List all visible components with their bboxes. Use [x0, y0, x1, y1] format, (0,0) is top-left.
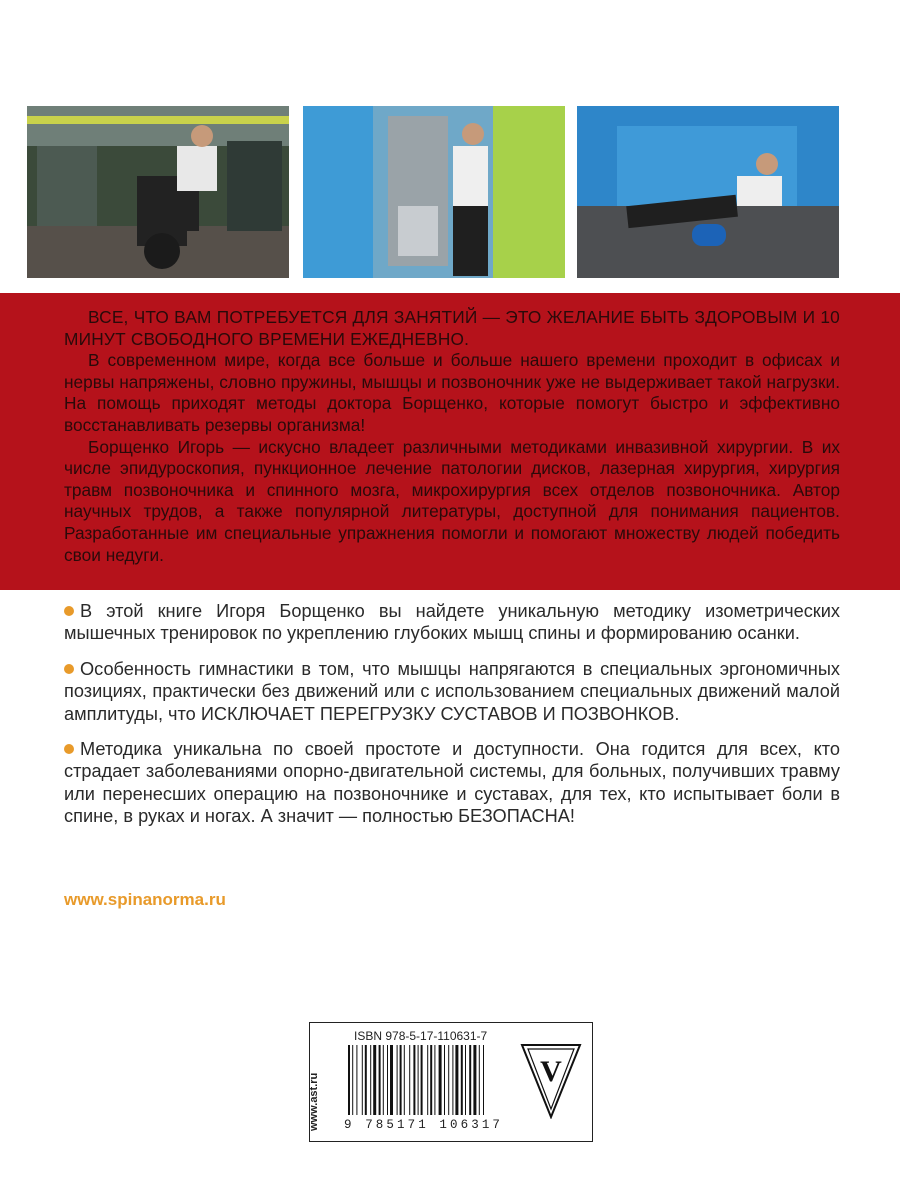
barcode-bar: [465, 1045, 466, 1115]
barcode-bar: [444, 1045, 445, 1115]
bullet-item: В этой книге Игоря Борщенко вы найдете уникальную методику изометрических мышечных тренировок по укреплению глубоких мышц спины и формированию осанки.: [64, 601, 840, 644]
photo-cable-machine: [303, 106, 565, 278]
barcode-bars: [348, 1045, 508, 1117]
bullet-dot-icon: [64, 606, 74, 616]
website-link[interactable]: www.spinanorma.ru: [64, 890, 226, 909]
barcode-bar: [383, 1045, 384, 1115]
barcode-bar: [387, 1045, 388, 1115]
barcode-bar: [400, 1045, 402, 1115]
barcode-bar: [397, 1045, 398, 1115]
barcode-bar: [427, 1045, 428, 1115]
barcode-bar: [421, 1045, 423, 1115]
barcode-bar: [390, 1045, 393, 1115]
barcode-bar: [439, 1045, 442, 1115]
barcode-bar: [413, 1045, 415, 1115]
barcode-bar: [409, 1045, 410, 1115]
publisher-logo: [520, 1043, 582, 1119]
barcode-panel: [309, 1022, 593, 1142]
feature-bullets: [64, 600, 840, 841]
barcode-bar: [434, 1045, 435, 1115]
bullet-item: Особенность гимнастики в том, что мышцы напрягаются в специальных эргономичных позициях, практически без движений или с использованием специальных движений малой амплитуды, что ИСКЛЮЧАЕТ ПЕРЕГРУЗКУ СУСТАВОВ И ПОЗВОНКОВ.: [64, 658, 840, 724]
headline: ВСЕ, ЧТО ВАМ ПОТРЕБУЕТСЯ ДЛЯ ЗАНЯТИЙ — ЭТО ЖЕЛАНИЕ БЫТЬ ЗДОРОВЫМ И 10 МИНУТ СВОБОДНОГО ВРЕМЕНИ ЕЖЕДНЕВНО.: [64, 307, 840, 349]
barcode-bar: [473, 1045, 476, 1115]
photo-foam-roller: [577, 106, 839, 278]
barcode-bar: [452, 1045, 453, 1115]
bullet-item: Методика уникальна по своей простоте и доступности. Она годится для всех, кто страдает заболеваниями опорно-двигательной системы, для больных, получивших травму или перенесших операцию на позвоночнике и суставах, для тех, кто испытывает боли в спине, в руках и ногах. А значит — полностью БЕЗОПАСНА!: [64, 739, 840, 827]
barcode-bar: [469, 1045, 471, 1115]
barcode-bar: [404, 1045, 405, 1115]
barcode-bar: [448, 1045, 449, 1115]
barcode-bar: [455, 1045, 458, 1115]
barcode-bar: [483, 1045, 484, 1115]
barcode-bar: [365, 1045, 367, 1115]
barcode-bar: [373, 1045, 376, 1115]
description-text: [64, 307, 840, 566]
bullet-dot-icon: [64, 744, 74, 754]
paragraph-modern-world: В современном мире, когда все больше и больше нашего времени проходит в офисах и нервы напряжены, словно пружины, мышцы и позвоночник уже не выдерживает такой нагрузки. На помощь приходят методы доктора Борщенко, которые помогут быстро и эффективно восстанавливать резервы организма!: [64, 350, 840, 435]
barcode-bar: [479, 1045, 480, 1115]
barcode-bar: [362, 1045, 363, 1115]
barcode-bar: [356, 1045, 357, 1115]
barcode-bar: [418, 1045, 419, 1115]
photo-exercise-bike: [27, 106, 289, 278]
barcode-bar: [379, 1045, 381, 1115]
barcode-bar: [430, 1045, 432, 1115]
barcode-bar: [370, 1045, 371, 1115]
logo-letter: V: [540, 1055, 562, 1088]
barcode-digits: 9 785171 106317: [344, 1118, 504, 1132]
barcode-bar: [461, 1045, 463, 1115]
description-band: [0, 293, 900, 590]
barcode-bar: [352, 1045, 353, 1115]
barcode-bar: [348, 1045, 350, 1115]
bullet-dot-icon: [64, 664, 74, 674]
isbn-text: ISBN 978-5-17-110631-7: [354, 1029, 488, 1043]
publisher-url: www.ast.ru: [308, 1072, 320, 1131]
paragraph-author: Борщенко Игорь — искусно владеет различными методиками инвазивной хирургии. В их числе эпидуроскопия, пункционное лечение патологии дисков, лазерная хирургия, хирургия травм позвоночника и спинного мозга, микрохирургия всех отделов позвоночника. Автор научных трудов, а также популярной литературы, доступной для понимания пациентов. Разработанные им специальные упражнения помогли и помогают множеству людей победить свои недуги.: [64, 436, 840, 565]
